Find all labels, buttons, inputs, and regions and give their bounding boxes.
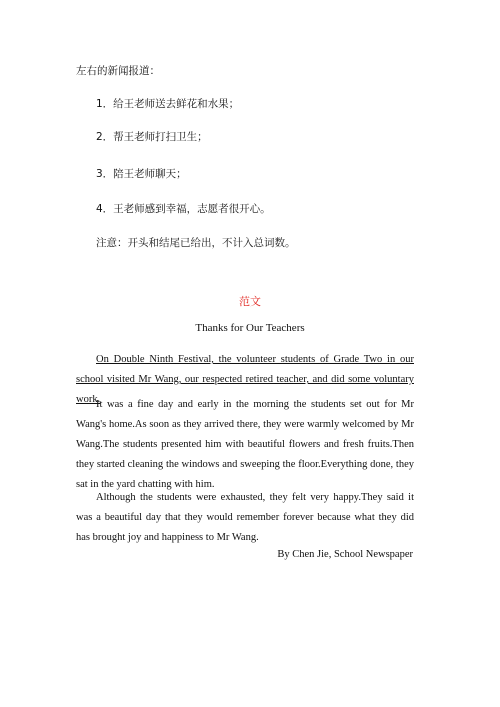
essay-paragraph-1	[76, 395, 414, 495]
intro-text: 左右的新闻报道：	[76, 65, 160, 77]
list-item-3: 3．陪王老师聊天；	[96, 168, 187, 180]
essay-lead-text: On Double Ninth Festival, the volunteer students of Grade Two in our school visited Mr Wang, our respected retired teacher, and did some voluntary work.	[76, 354, 414, 405]
list-item-4: 4．王老师感到幸福，志愿者很开心。	[96, 203, 271, 215]
note-text: 注意：开头和结尾已给出，不计入总词数。	[96, 237, 296, 249]
essay-paragraph-1-text: It was a fine day and early in the morning the students set out for Mr Wang's home.As soon as they arrived there, they were warmly welcomed by Mr Wang.The students presented him with beautiful flowers and fresh fruits.Then they started cleaning the windows and sweeping the floor.Everything done, they sat in the yard chatting with him.	[76, 399, 414, 490]
list-item-1: 1．给王老师送去鲜花和水果；	[96, 98, 240, 110]
section-heading: 范文	[239, 295, 261, 308]
essay-paragraph-2	[76, 488, 414, 548]
essay-title: Thanks for Our Teachers	[195, 322, 305, 334]
essay-signature: By Chen Jie, School Newspaper	[277, 549, 413, 560]
list-item-2: 2．帮王老师打扫卫生；	[96, 131, 208, 143]
essay-paragraph-2-text: Although the students were exhausted, they felt very happy.They said it was a beautiful day that they would remember forever because what they did has brought joy and happiness to Mr Wang.	[76, 492, 414, 543]
